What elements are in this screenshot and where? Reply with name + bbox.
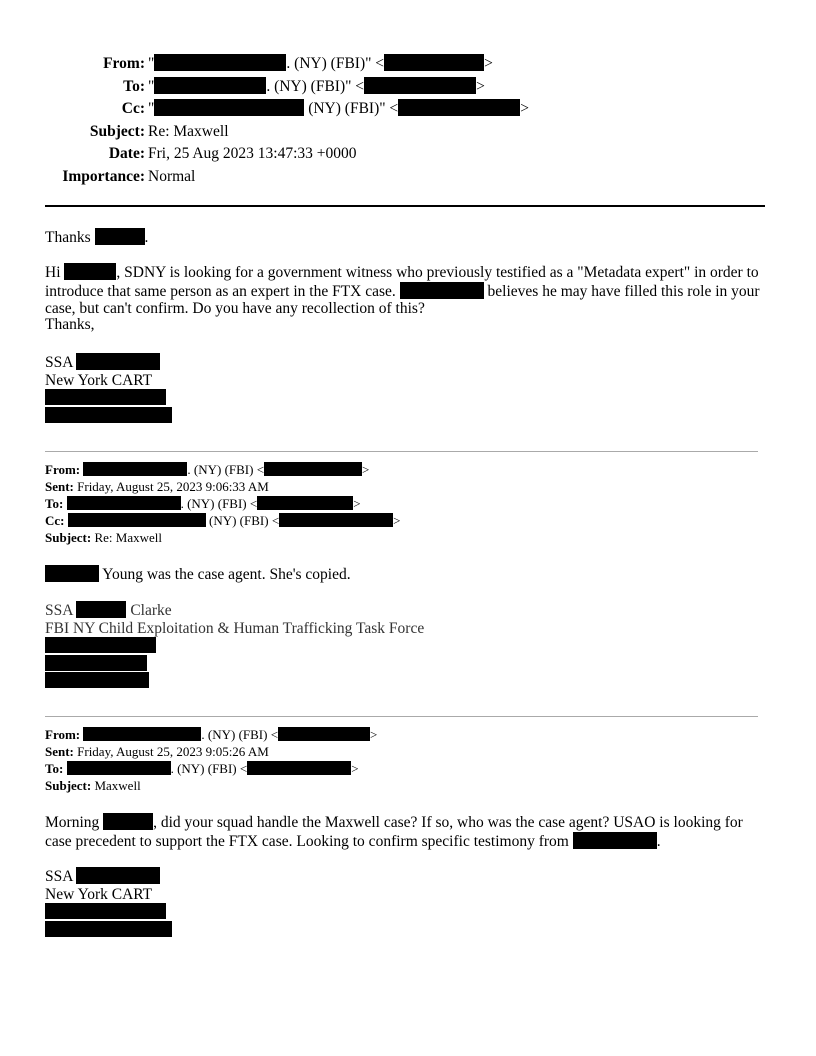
importance-label: Importance:: [62, 167, 145, 185]
date-value: Fri, 25 Aug 2023 13:47:33 +0000: [148, 145, 357, 162]
redaction: [45, 655, 147, 671]
redaction: [76, 867, 160, 884]
header-divider: [45, 205, 765, 207]
email2-to: To: . (NY) (FBI) < >: [45, 496, 361, 511]
redaction: [45, 672, 149, 688]
msg1-thanks: Thanks .: [45, 229, 149, 246]
redaction: [45, 637, 156, 653]
redaction: [398, 99, 520, 116]
msg1-body: Hi , SDNY is looking for a government witness who previously testified as a "Metadata expert" in order to introduce that same person as an expert in the FTX case. believes he may have filled this role in your case, but can't confirm. Do you have any recollection of this?: [45, 264, 760, 317]
to-label: To:: [123, 77, 145, 95]
importance-value: Normal: [148, 167, 196, 185]
email2-body: Young was the case agent. She's copied.: [45, 565, 770, 584]
email2-signature: SSA Clarke FBI NY Child Exploitation & Human Trafficking Task Force: [45, 601, 770, 690]
redaction: [573, 832, 657, 849]
email3-subject: Subject: Maxwell: [45, 778, 141, 793]
email2-from: From: . (NY) (FBI) < >: [45, 462, 370, 477]
subject-value: Re: Maxwell: [148, 122, 229, 140]
redaction: [76, 601, 126, 618]
email2-sent: Sent: Friday, August 25, 2023 9:06:33 AM: [45, 479, 269, 494]
redaction: [45, 565, 99, 582]
email3-to: To: . (NY) (FBI) < >: [45, 761, 359, 776]
redaction: [247, 761, 351, 775]
redaction: [154, 54, 286, 71]
subject-label: Subject:: [89, 122, 145, 140]
redaction: [154, 99, 304, 116]
redaction: [67, 496, 181, 510]
email3-from: From: . (NY) (FBI) < >: [45, 727, 378, 742]
redaction: [154, 77, 266, 94]
redaction: [76, 353, 160, 370]
msg1-signature: SSA New York CART: [45, 353, 770, 424]
redaction: [68, 513, 206, 527]
cc-label: Cc:: [121, 100, 145, 117]
quote-divider: [45, 451, 758, 452]
from-label: From:: [103, 55, 145, 72]
redaction: [95, 228, 145, 245]
email3-signature: SSA New York CART: [45, 867, 770, 938]
redaction: [364, 77, 476, 94]
redaction: [67, 761, 171, 775]
redaction: [83, 727, 201, 741]
redaction: [64, 263, 116, 280]
email2-sig-unit: FBI NY Child Exploitation & Human Trafficking Task Force: [45, 619, 425, 637]
redaction: [45, 389, 166, 405]
redaction: [400, 282, 484, 299]
msg1-sig-unit: New York CART: [45, 371, 153, 389]
redaction: [45, 903, 166, 919]
date-label: Date:: [108, 145, 145, 162]
redaction: [264, 462, 362, 476]
redaction: [103, 813, 153, 830]
email2-cc: Cc: (NY) (FBI) < >: [45, 513, 401, 528]
msg1-thanks2: Thanks,: [45, 316, 95, 333]
redaction: [257, 496, 353, 510]
redaction: [384, 54, 484, 71]
quote-divider-2: [45, 716, 758, 717]
email3-sig-unit: New York CART: [45, 885, 153, 903]
email3-body: Morning , did your squad handle the Maxwell case? If so, who was the case agent? USAO is looking for case precedent to support the FTX case. Looking to confirm specific testimony from .: [45, 814, 743, 850]
email2-subject: Subject: Re: Maxwell: [45, 530, 162, 545]
redaction: [45, 407, 172, 423]
redaction: [83, 462, 187, 476]
email3-sent: Sent: Friday, August 25, 2023 9:05:26 AM: [45, 744, 269, 759]
redaction: [45, 921, 172, 937]
redaction: [279, 513, 393, 527]
redaction: [278, 727, 370, 741]
